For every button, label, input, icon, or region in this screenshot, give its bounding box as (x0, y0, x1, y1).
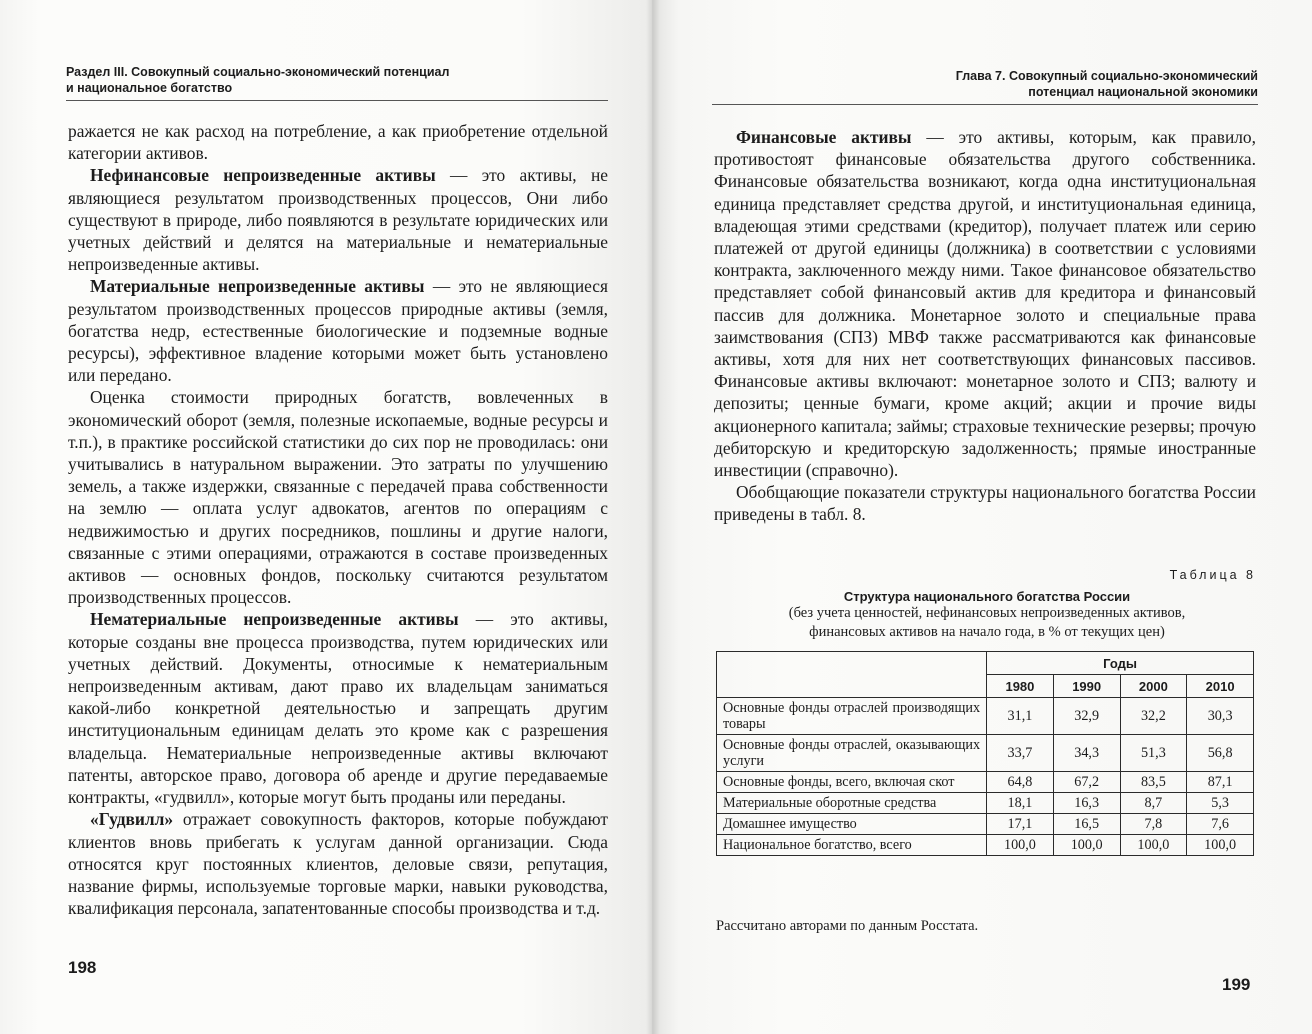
year-header: 2000 (1120, 675, 1187, 698)
years-group-header: Годы (987, 652, 1254, 675)
paragraph: Оценка стоимости природных богатств, вовлеченных в экономический оборот (земля, полезные ископаемые, водные ресурсы и т.п.), в практике российской статистики до сих пор не проводилась: они учитывались в натуральном выражении. Это затраты по улучшению земель, а также издержки, связанные с передачей права собственности на землю — оплата услуг адвокатов, агентов по операциям с недвижимостью и других посредников, пошлины и другие налоги, связанные с этими операциями, отражаются в составе произведенных активов — основных фондов, поскольку считаются результатом производственных процессов. (68, 387, 608, 608)
cell-value: 32,2 (1120, 698, 1187, 735)
book-gutter-shadow (646, 0, 660, 1034)
cell-value: 17,1 (987, 814, 1054, 835)
left-page (0, 0, 652, 1034)
national-wealth-table (716, 651, 1254, 856)
table-label: Таблица 8 (1169, 568, 1256, 582)
right-page (652, 0, 1312, 1034)
cell-value: 100,0 (1053, 835, 1120, 856)
right-header-rule (712, 104, 1258, 105)
left-body-text (68, 120, 608, 919)
table-years-row (717, 675, 1254, 698)
cell-value: 8,7 (1120, 793, 1187, 814)
cell-value: 30,3 (1187, 698, 1254, 735)
cell-value: 5,3 (1187, 793, 1254, 814)
cell-value: 83,5 (1120, 772, 1187, 793)
paragraph: Финансовые активы — это активы, которым, как правило, противостоят финансовые обязательства другого собственника. Финансовые обязательства возникают, когда одна институциональная единица представляет средства другой, и институциональная единица, владеющая этими средствами (кредитор), получает платеж или серию платежей от другой единицы (должника) в соответствии с условиями контракта, заключенного между ними. Такое финансовое обязательство представляет собой финансовый актив для кредитора и финансовый пассив для должника. Монетарное золото и специальные права заимствования (СПЗ) МВФ также рассматриваются как финансовые активы, хотя для них нет соответствующих финансовых пассивов. Финансовые активы включают: монетарное золото и СПЗ; валюту и депозиты; ценные бумаги, кроме акций; акции и прочие виды акционерного капитала; займы; страховые технические резервы; прочую дебиторскую и кредиторскую задолженность; прямые иностранные инвестиции (справочно). (714, 127, 1256, 481)
cell-value: 100,0 (987, 835, 1054, 856)
paragraph: ражается не как расход на потребление, а как приобретение отдельной категории активов. (68, 121, 608, 164)
table-header-row (717, 652, 1254, 675)
cell-value: 31,1 (987, 698, 1054, 735)
cell-value: 100,0 (1120, 835, 1187, 856)
cell-value: 7,8 (1120, 814, 1187, 835)
row-label: Домашнее имущество (717, 814, 987, 835)
year-header: 1990 (1053, 675, 1120, 698)
paragraph: Нефинансовые непроизведенные активы — это активы, не являющиеся результатом производственных процессов, Они либо существуют в природе, либо появляются в результате юридических или учетных действий и делятся на материальные и нематериальные непроизведенные активы. (68, 165, 608, 275)
cell-value: 51,3 (1120, 735, 1187, 772)
table-corner-cell (717, 675, 987, 698)
table-subtitle: (без учета ценностей, нефинансовых непроизведенных активов, финансовых активов на начало года, в % от текущих цен) (788, 605, 1186, 640)
year-header: 1980 (987, 675, 1054, 698)
cell-value: 16,3 (1053, 793, 1120, 814)
cell-value: 16,5 (1053, 814, 1120, 835)
year-header: 2010 (1187, 675, 1254, 698)
cell-value: 100,0 (1187, 835, 1254, 856)
table-row (717, 735, 1254, 772)
paragraph: Обобщающие показатели структуры национального богатства России приведены в табл. 8. (714, 482, 1256, 525)
row-label: Основные фонды, всего, включая скот (717, 772, 987, 793)
page-number: 198 (68, 958, 97, 977)
paragraph: Материальные непроизведенные активы — это не являющиеся результатом производственных процессов природные активы (земля, богатства недр, естественные биологические и подземные водные ресурсы), эффективное владение которыми может быть установлено или передано. (68, 276, 608, 386)
left-running-header: Раздел III. Совокупный социально-экономический потенциал и национальное богатство (66, 65, 450, 95)
cell-value: 18,1 (987, 793, 1054, 814)
cell-value: 87,1 (1187, 772, 1254, 793)
table-row (717, 793, 1254, 814)
table-row (717, 835, 1254, 856)
table-row (717, 772, 1254, 793)
cell-value: 56,8 (1187, 735, 1254, 772)
table-row (717, 698, 1254, 735)
table-title: Структура национального богатства России (843, 589, 1131, 604)
row-label: Основные фонды отраслей, оказывающих услуги (717, 735, 987, 772)
table-corner-cell (717, 652, 987, 675)
cell-value: 32,9 (1053, 698, 1120, 735)
page-number: 199 (1222, 975, 1251, 994)
right-body-text (714, 126, 1256, 526)
cell-value: 7,6 (1187, 814, 1254, 835)
cell-value: 67,2 (1053, 772, 1120, 793)
right-running-header: Глава 7. Совокупный социально-экономический потенциал национальной экономики (955, 69, 1258, 99)
table-row (717, 814, 1254, 835)
paragraph: «Гудвилл» отражает совокупность факторов, которые побуждают клиентов вновь прибегать к услугам данной организации. Сюда относятся круг постоянных клиентов, деловые связи, репутация, название фирмы, используемые торговые марки, навыки руководства, квалификация персонала, запатентованные способы производства и т.д. (68, 809, 608, 919)
cell-value: 64,8 (987, 772, 1054, 793)
cell-value: 33,7 (987, 735, 1054, 772)
paragraph: Нематериальные непроизведенные активы — это активы, которые созданы вне процесса производства, путем юридических или учетных действий. Документы, относимые к нематериальным непроизведенным активам, дают право их владельцам заниматься какой-либо конкретной деятельностью и запрещать другим институциональным единицам делать это кроме как с разрешения владельца. Нематериальные непроизведенные активы включают патенты, авторское право, договора об аренде и другие передаваемые контракты, «гудвилл», которые могут быть проданы или переданы. (68, 609, 608, 808)
row-label: Основные фонды отраслей производящих товары (717, 698, 987, 735)
left-header-rule (66, 100, 608, 101)
cell-value: 34,3 (1053, 735, 1120, 772)
row-label: Национальное богатство, всего (717, 835, 987, 856)
row-label: Материальные оборотные средства (717, 793, 987, 814)
table-source-note: Рассчитано авторами по данным Росстата. (716, 918, 979, 934)
